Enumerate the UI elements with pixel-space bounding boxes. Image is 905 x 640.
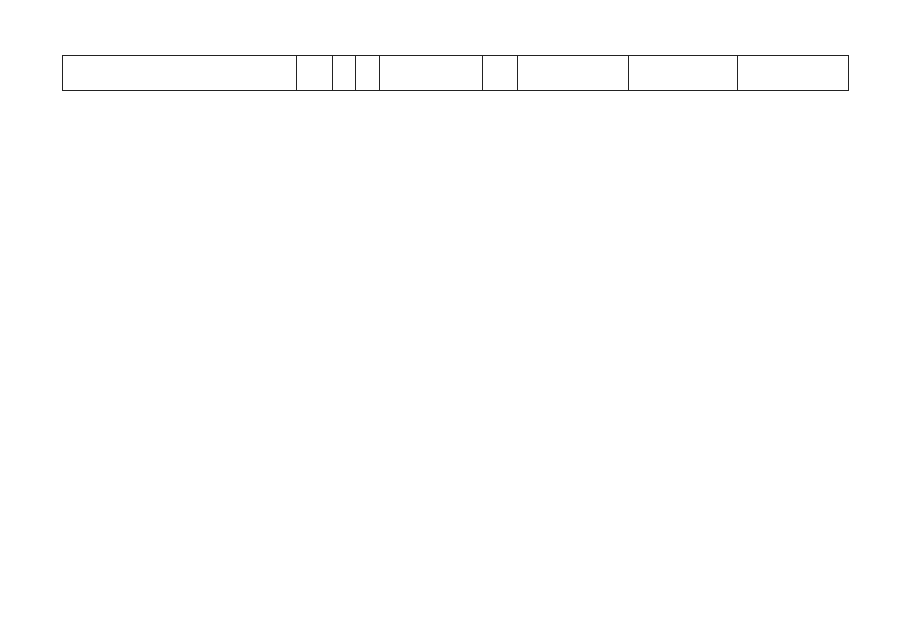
header-min — [297, 56, 333, 90]
header-2025 — [738, 56, 848, 90]
table-header — [62, 55, 849, 91]
header-name — [63, 56, 297, 90]
header-2024 — [629, 56, 738, 90]
header-rz — [333, 56, 356, 90]
header-pr — [356, 56, 380, 90]
header-2023 — [518, 56, 629, 90]
header-csr — [380, 56, 483, 90]
header-vr — [483, 56, 518, 90]
